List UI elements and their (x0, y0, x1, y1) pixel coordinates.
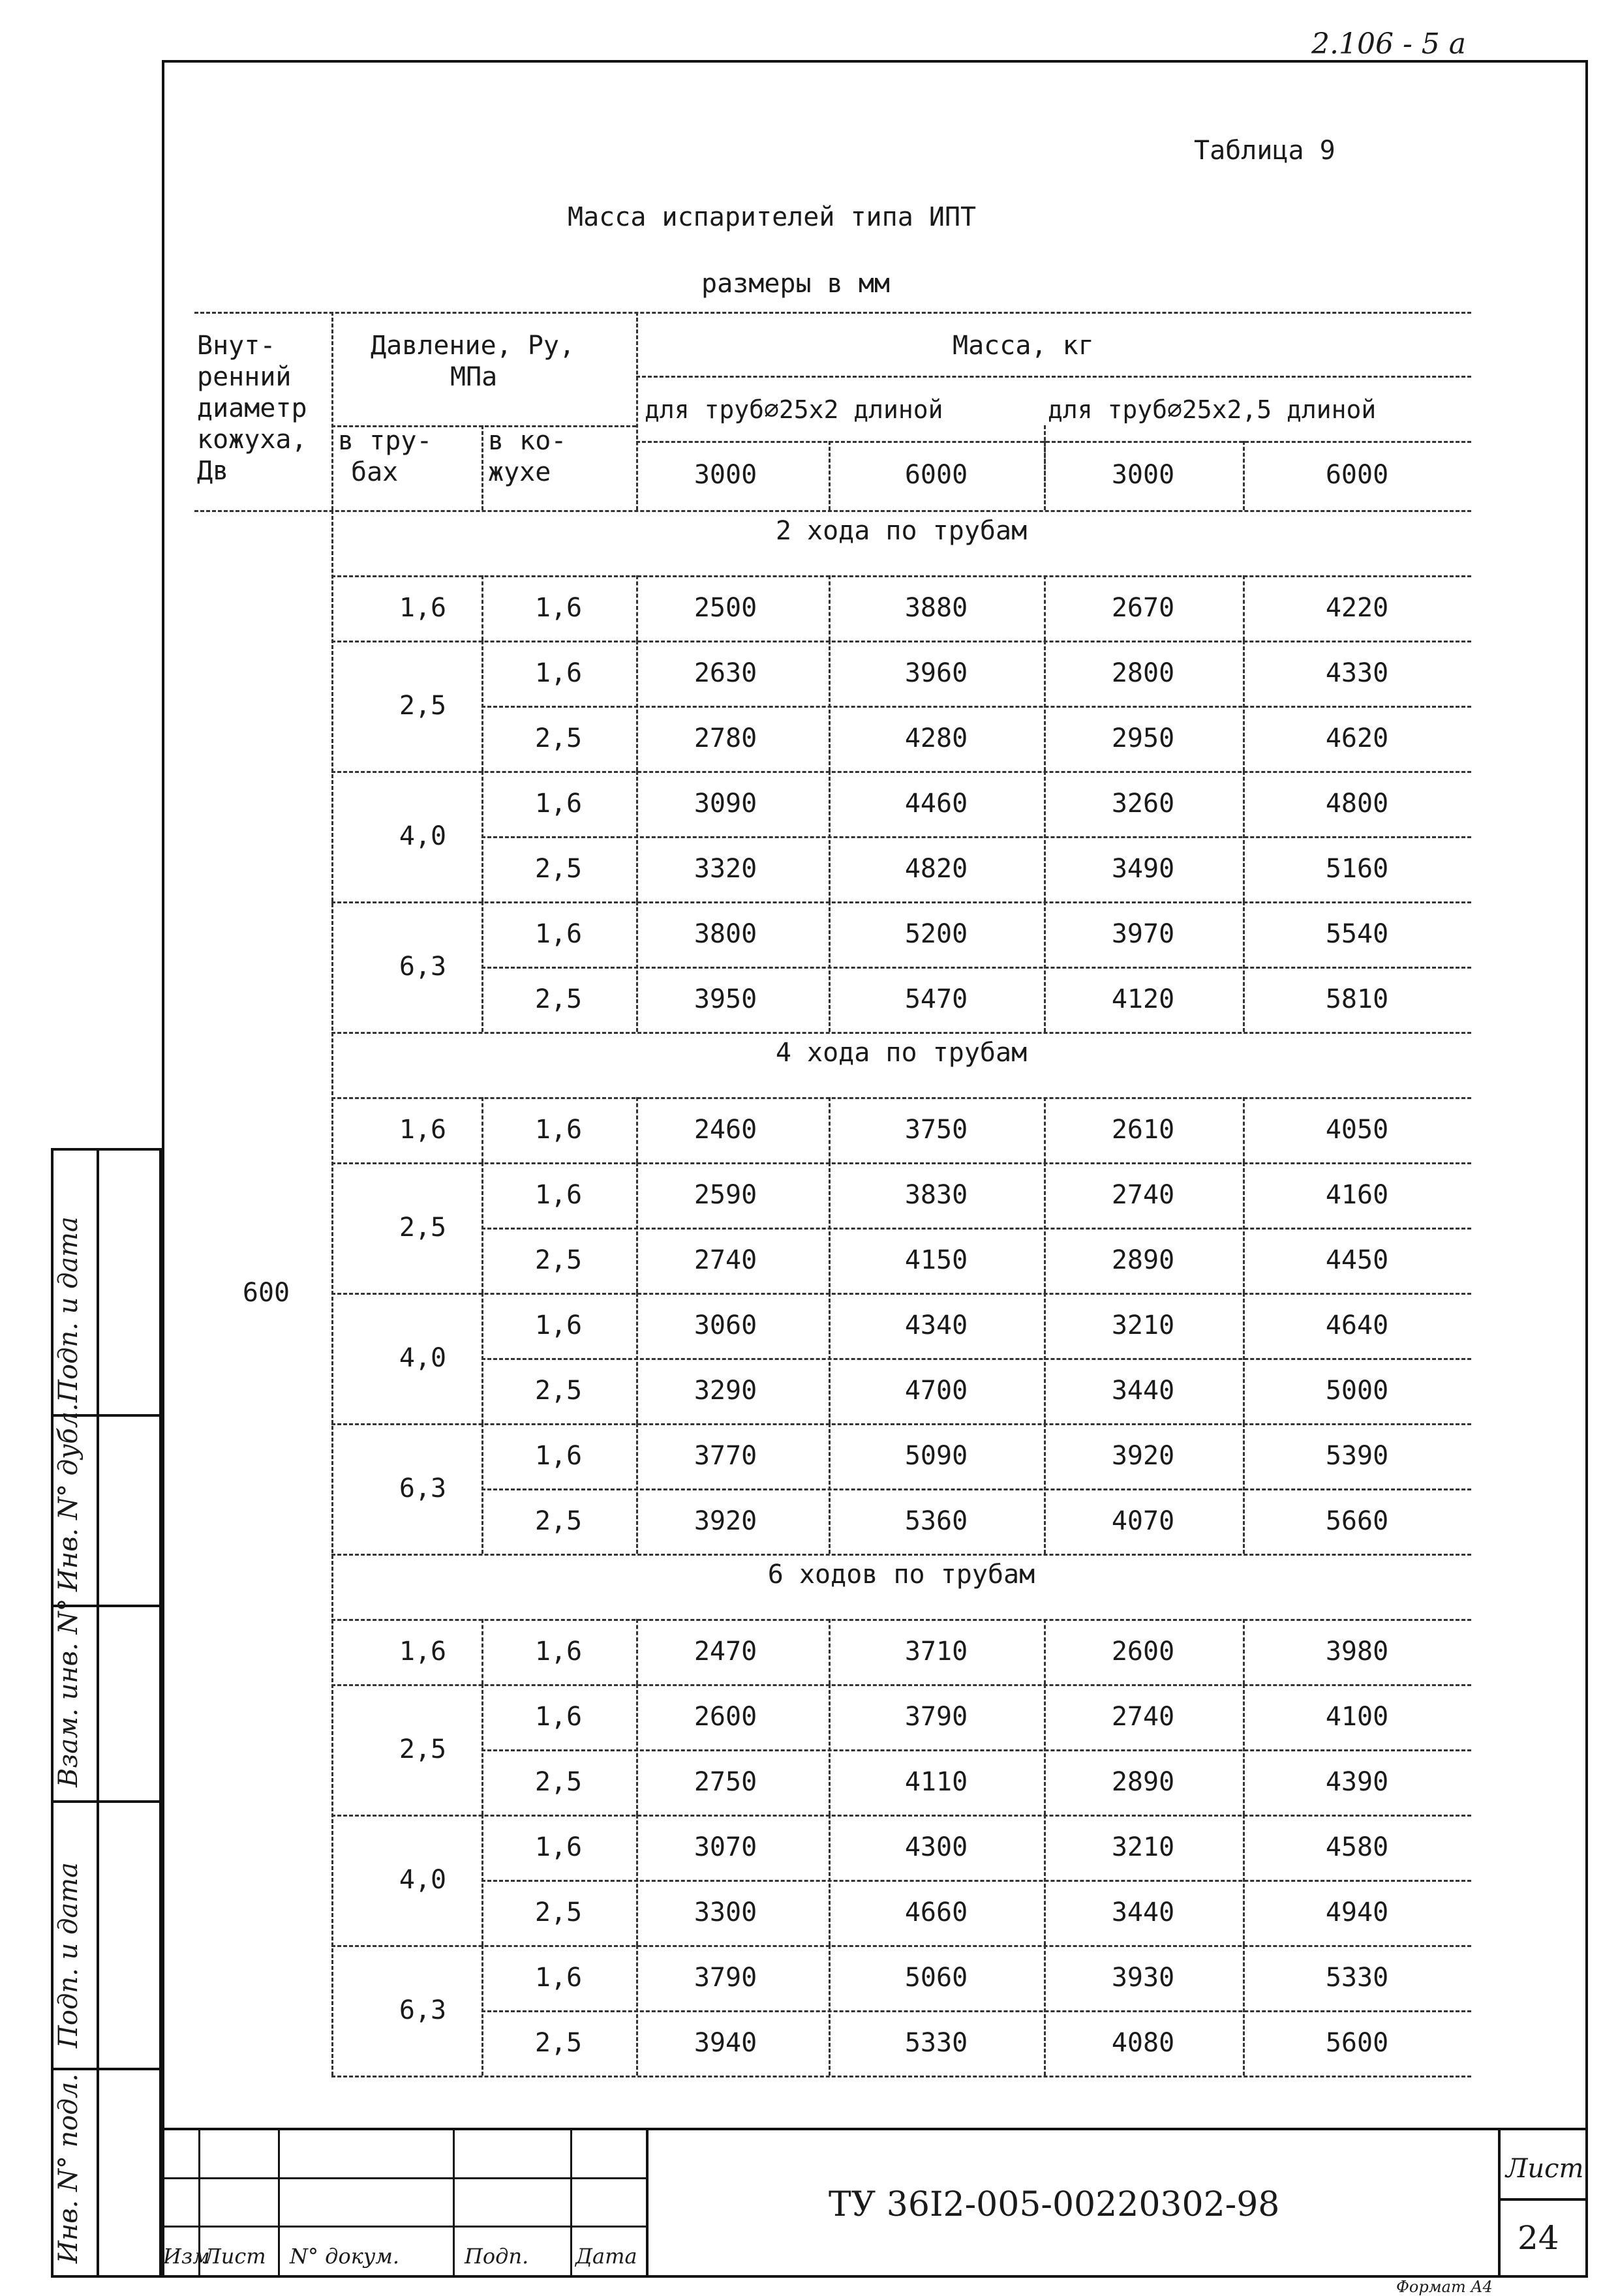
mass-a-3000: 2590 (694, 1180, 757, 1210)
header-length-1: 6000 (904, 460, 968, 490)
header-col1-line-2: диаметр (197, 393, 307, 423)
side-label-4: Подп. и дата (53, 1216, 84, 1402)
mass-a-3000: 3790 (694, 1963, 757, 1993)
mass-b-3000: 3920 (1111, 1441, 1175, 1471)
header-pressure-unit: МПа (450, 362, 498, 392)
mass-b-3000: 2600 (1111, 1637, 1175, 1667)
p-shell: 1,6 (534, 658, 583, 688)
mass-b-3000: 4120 (1111, 984, 1175, 1014)
p-tubes: 6,3 (399, 1473, 447, 1503)
p-tubes: 1,6 (399, 1637, 447, 1667)
mass-a-3000: 2500 (694, 593, 757, 623)
mass-a-3000: 3290 (694, 1376, 757, 1406)
header-length-3: 6000 (1325, 460, 1389, 490)
section-title: 6 ходов по трубам (767, 1560, 1035, 1590)
p-shell: 1,6 (534, 1963, 583, 1993)
mass-b-3000: 3440 (1111, 1376, 1175, 1406)
sheet-number: 24 (1518, 2219, 1559, 2257)
p-tubes: 2,5 (399, 1734, 447, 1764)
header-tube-a: для труб∅25х2 длиной (645, 395, 943, 424)
mass-b-3000: 2740 (1111, 1702, 1175, 1732)
p-shell: 2,5 (534, 1506, 583, 1536)
header-tube-b: для труб∅25х2,5 длиной (1048, 395, 1377, 424)
p-shell: 1,6 (534, 1832, 583, 1862)
mass-b-6000: 4580 (1325, 1832, 1389, 1862)
header-in-shell-0: в ко- (488, 426, 567, 456)
header-in-tubes-0: в тру- (338, 426, 433, 456)
mass-b-6000: 4640 (1325, 1310, 1389, 1340)
mass-b-6000: 4800 (1325, 789, 1389, 819)
mass-b-6000: 4940 (1325, 1897, 1389, 1927)
mass-a-6000: 5060 (904, 1963, 968, 1993)
mass-b-6000: 4620 (1325, 723, 1389, 753)
mass-a-6000: 4110 (904, 1767, 968, 1797)
mass-a-6000: 3880 (904, 593, 968, 623)
p-tubes: 4,0 (399, 1865, 447, 1895)
mass-a-6000: 4660 (904, 1897, 968, 1927)
mass-a-3000: 2740 (694, 1245, 757, 1275)
mass-b-6000: 4220 (1325, 593, 1389, 623)
mass-b-6000: 4050 (1325, 1115, 1389, 1145)
side-label-1: Подп. и дата (53, 1862, 84, 2048)
p-tubes: 1,6 (399, 593, 447, 623)
mass-a-3000: 3800 (694, 919, 757, 949)
mass-a-6000: 4340 (904, 1310, 968, 1340)
col-doc: N° докум. (290, 2244, 400, 2269)
p-tubes: 6,3 (399, 1995, 447, 2025)
doc-number: 2.106 - 5 а (1311, 27, 1467, 61)
header-mass: Масса, кг (953, 331, 1094, 361)
p-tubes: 1,6 (399, 1115, 447, 1145)
header-col1-line-1: ренний (197, 362, 292, 392)
section-title: 2 хода по трубам (775, 516, 1028, 546)
p-shell: 1,6 (534, 1180, 583, 1210)
p-tubes: 2,5 (399, 1213, 447, 1243)
header-col1-line-0: Внут- (197, 331, 276, 361)
mass-b-3000: 2950 (1111, 723, 1175, 753)
mass-a-3000: 2470 (694, 1637, 757, 1667)
table-title: Масса испарителей типа ИПТ (568, 202, 977, 232)
mass-b-3000: 3490 (1111, 854, 1175, 884)
mass-b-3000: 3930 (1111, 1963, 1175, 1993)
header-length-2: 3000 (1111, 460, 1175, 490)
mass-a-6000: 5090 (904, 1441, 968, 1471)
mass-b-6000: 5540 (1325, 919, 1389, 949)
p-tubes: 2,5 (399, 691, 447, 721)
mass-a-6000: 5200 (904, 919, 968, 949)
mass-a-6000: 4150 (904, 1245, 968, 1275)
mass-a-3000: 2750 (694, 1767, 757, 1797)
mass-b-3000: 2670 (1111, 593, 1175, 623)
p-shell: 1,6 (534, 1702, 583, 1732)
mass-b-3000: 2740 (1111, 1180, 1175, 1210)
mass-a-6000: 5330 (904, 2028, 968, 2058)
mass-a-6000: 3830 (904, 1180, 968, 1210)
p-shell: 2,5 (534, 1245, 583, 1275)
mass-a-3000: 3090 (694, 789, 757, 819)
header-pressure: Давление, Ру, (371, 331, 575, 361)
mass-b-6000: 5330 (1325, 1963, 1389, 1993)
mass-a-3000: 2600 (694, 1702, 757, 1732)
bottom-stamp (162, 2128, 1588, 2278)
mass-a-3000: 3920 (694, 1506, 757, 1536)
mass-b-6000: 5390 (1325, 1441, 1389, 1471)
header-in-shell-1: жухе (488, 457, 551, 487)
p-tubes: 4,0 (399, 1343, 447, 1373)
spec-number: ТУ 36I2-005-00220302-98 (829, 2185, 1280, 2224)
p-shell: 2,5 (534, 723, 583, 753)
mass-b-3000: 2800 (1111, 658, 1175, 688)
mass-b-6000: 4160 (1325, 1180, 1389, 1210)
mass-a-3000: 3940 (694, 2028, 757, 2058)
mass-b-6000: 4100 (1325, 1702, 1389, 1732)
side-label-2: Взам. инв. N° (53, 1598, 84, 1787)
mass-a-3000: 3950 (694, 984, 757, 1014)
mass-a-6000: 5470 (904, 984, 968, 1014)
section-title: 4 хода по трубам (775, 1038, 1028, 1068)
mass-b-3000: 2890 (1111, 1245, 1175, 1275)
p-shell: 2,5 (534, 984, 583, 1014)
mass-a-6000: 4820 (904, 854, 968, 884)
mass-b-6000: 5000 (1325, 1376, 1389, 1406)
shell-diameter: 600 (242, 1278, 290, 1308)
mass-a-6000: 5360 (904, 1506, 968, 1536)
mass-b-3000: 4070 (1111, 1506, 1175, 1536)
p-shell: 2,5 (534, 2028, 583, 2058)
mass-a-6000: 4460 (904, 789, 968, 819)
sheet-label: Лист (1506, 2154, 1584, 2184)
mass-a-3000: 3770 (694, 1441, 757, 1471)
col-list: Лист (204, 2244, 266, 2269)
mass-b-3000: 3210 (1111, 1310, 1175, 1340)
mass-a-3000: 3070 (694, 1832, 757, 1862)
p-tubes: 6,3 (399, 952, 447, 982)
p-tubes: 4,0 (399, 821, 447, 851)
mass-b-6000: 5160 (1325, 854, 1389, 884)
mass-a-6000: 3960 (904, 658, 968, 688)
mass-b-3000: 3210 (1111, 1832, 1175, 1862)
mass-a-3000: 3300 (694, 1897, 757, 1927)
mass-b-3000: 3970 (1111, 919, 1175, 949)
col-date: Дата (575, 2244, 637, 2269)
side-label-3: Инв. N° дубл. (53, 1403, 84, 1592)
header-col1-line-3: кожуха, (197, 425, 307, 455)
mass-b-6000: 4390 (1325, 1767, 1389, 1797)
mass-a-3000: 3320 (694, 854, 757, 884)
mass-b-6000: 4450 (1325, 1245, 1389, 1275)
mass-a-6000: 3750 (904, 1115, 968, 1145)
mass-a-3000: 2780 (694, 723, 757, 753)
mass-b-6000: 5810 (1325, 984, 1389, 1014)
header-col1-line-4: Дв (197, 456, 229, 486)
mass-b-6000: 4330 (1325, 658, 1389, 688)
header-in-tubes-1: бах (351, 457, 399, 487)
col-sign: Подп. (465, 2244, 529, 2269)
col-izm: Изм (163, 2244, 210, 2269)
p-shell: 2,5 (534, 1897, 583, 1927)
mass-b-6000: 3980 (1325, 1637, 1389, 1667)
header-length-0: 3000 (694, 460, 757, 490)
mass-a-6000: 3710 (904, 1637, 968, 1667)
table-label: Таблица 9 (1194, 136, 1336, 166)
p-shell: 2,5 (534, 1767, 583, 1797)
mass-a-6000: 4280 (904, 723, 968, 753)
side-label-0: Инв. N° подл. (53, 2073, 84, 2263)
format-note: Формат А4 (1396, 2278, 1493, 2296)
mass-a-6000: 3790 (904, 1702, 968, 1732)
mass-a-6000: 4700 (904, 1376, 968, 1406)
mass-b-3000: 2610 (1111, 1115, 1175, 1145)
p-shell: 1,6 (534, 919, 583, 949)
p-shell: 1,6 (534, 789, 583, 819)
mass-b-3000: 2890 (1111, 1767, 1175, 1797)
mass-a-6000: 4300 (904, 1832, 968, 1862)
mass-b-3000: 4080 (1111, 2028, 1175, 2058)
mass-a-3000: 3060 (694, 1310, 757, 1340)
mass-a-3000: 2460 (694, 1115, 757, 1145)
mass-b-6000: 5600 (1325, 2028, 1389, 2058)
p-shell: 1,6 (534, 1637, 583, 1667)
p-shell: 1,6 (534, 1441, 583, 1471)
units-note: размеры в мм (701, 269, 890, 299)
p-shell: 2,5 (534, 1376, 583, 1406)
p-shell: 2,5 (534, 854, 583, 884)
p-shell: 1,6 (534, 1115, 583, 1145)
mass-b-3000: 3260 (1111, 789, 1175, 819)
mass-b-3000: 3440 (1111, 1897, 1175, 1927)
mass-a-3000: 2630 (694, 658, 757, 688)
mass-b-6000: 5660 (1325, 1506, 1389, 1536)
p-shell: 1,6 (534, 1310, 583, 1340)
p-shell: 1,6 (534, 593, 583, 623)
